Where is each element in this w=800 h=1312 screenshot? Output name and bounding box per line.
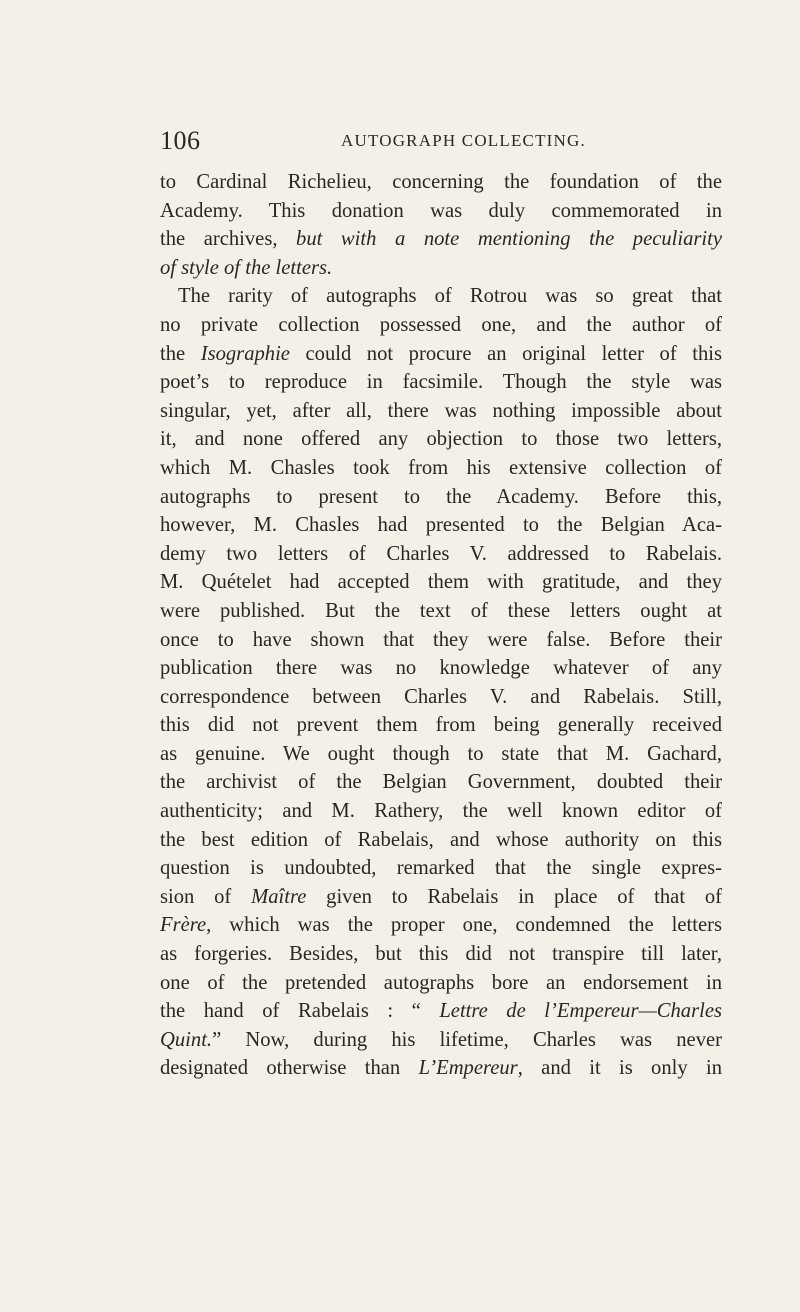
text-run: given to Rabelais in place of that of [306, 885, 722, 908]
text-run: authenticity; and M. Rathery, the well known editor of [160, 800, 722, 823]
text-line [160, 711, 722, 740]
text-run: The rarity of autographs of Rotrou was so great that [178, 285, 722, 308]
text-run: however, M. Chasles had presented to the Belgian Aca- [160, 514, 722, 537]
text-run: the hand of Rabelais : “ [160, 1000, 440, 1023]
italic-text: Quint. [160, 1028, 213, 1051]
text-run: correspondence between Charles V. and Rabelais. Still, [160, 685, 722, 708]
text-line [160, 997, 722, 1026]
text-run: Academy. This donation was duly commemorated in [160, 199, 722, 222]
body-text [160, 168, 722, 1083]
text-line [160, 225, 722, 254]
text-run: designated otherwise than [160, 1057, 419, 1080]
text-run: demy two letters of Charles V. addressed to Rabelais. [160, 542, 722, 565]
text-line [160, 340, 722, 369]
text-run: which M. Chasles took from his extensive collection of [160, 456, 722, 479]
text-run: M. Quételet had accepted them with gratitude, and they [160, 571, 722, 594]
text-line [160, 254, 722, 283]
text-run: singular, yet, after all, there was nothing impossible about [160, 399, 722, 422]
text-run: poet’s to reproduce in facsimile. Though the style was [160, 371, 722, 394]
text-line [160, 511, 722, 540]
text-line [160, 969, 722, 998]
text-line [160, 1054, 722, 1083]
italic-text: Frère [160, 914, 207, 937]
text-run: ” Now, during his lifetime, Charles was never [212, 1028, 722, 1051]
text-line [160, 911, 722, 940]
text-line [160, 483, 722, 512]
italic-text: but with a note mentioning the peculiarity [296, 228, 722, 251]
running-title: AUTOGRAPH COLLECTING. [341, 131, 586, 150]
italic-text: Isographie [200, 342, 290, 365]
text-line [160, 768, 722, 797]
text-run: as genuine. We ought though to state that M. Gachard, [160, 742, 722, 765]
text-run: this did not prevent them from being generally received [160, 714, 722, 737]
text-line [160, 683, 722, 712]
text-run: the best edition of Rabelais, and whose authority on this [160, 828, 722, 851]
text-run: , which was the proper one, condemned the letters [206, 914, 722, 937]
text-run: could not procure an original letter of this [289, 342, 722, 365]
text-line [160, 568, 722, 597]
text-run: question is undoubted, remarked that the single expres- [160, 857, 722, 880]
text-line [160, 311, 722, 340]
text-run: it, and none offered any objection to those two letters, [160, 428, 722, 451]
text-run: the archivist of the Belgian Government, doubted their [160, 771, 722, 794]
text-run: , and it is only in [517, 1057, 723, 1080]
text-line [160, 282, 722, 311]
text-line [160, 826, 722, 855]
text-run: one of the pretended autographs bore an endorsement in [160, 971, 722, 994]
text-line [160, 883, 722, 912]
text-line [160, 425, 722, 454]
text-line [160, 540, 722, 569]
italic-text: of style of the letters. [160, 256, 333, 279]
text-run: the [160, 342, 201, 365]
italic-text: Maître [251, 885, 307, 908]
text-line [160, 740, 722, 769]
text-run: once to have shown that they were false. Before their [160, 628, 722, 651]
text-run: autographs to present to the Academy. Before this, [160, 485, 722, 508]
text-line [160, 797, 722, 826]
italic-text: L’Empereur [418, 1057, 518, 1080]
text-line [160, 597, 722, 626]
text-line [160, 940, 722, 969]
text-line [160, 654, 722, 683]
text-line [160, 397, 722, 426]
text-line [160, 626, 722, 655]
text-line [160, 454, 722, 483]
running-head [160, 126, 720, 156]
text-run: sion of [160, 885, 252, 908]
text-run: publication there was no knowledge whatever of any [160, 657, 722, 680]
text-run: no private collection possessed one, and the author of [160, 313, 722, 336]
text-run: to Cardinal Richelieu, concerning the foundation of the [160, 171, 722, 193]
text-line [160, 197, 722, 226]
text-line [160, 368, 722, 397]
page-number: 106 [160, 126, 201, 155]
text-run: the archives, [160, 228, 297, 251]
text-line [160, 168, 722, 197]
italic-text: Lettre de l’Empereur—Charles [439, 1000, 722, 1023]
text-line [160, 854, 722, 883]
text-line [160, 1026, 722, 1055]
text-run: were published. But the text of these letters ought at [160, 599, 722, 622]
text-run: as forgeries. Besides, but this did not transpire till later, [160, 943, 722, 966]
